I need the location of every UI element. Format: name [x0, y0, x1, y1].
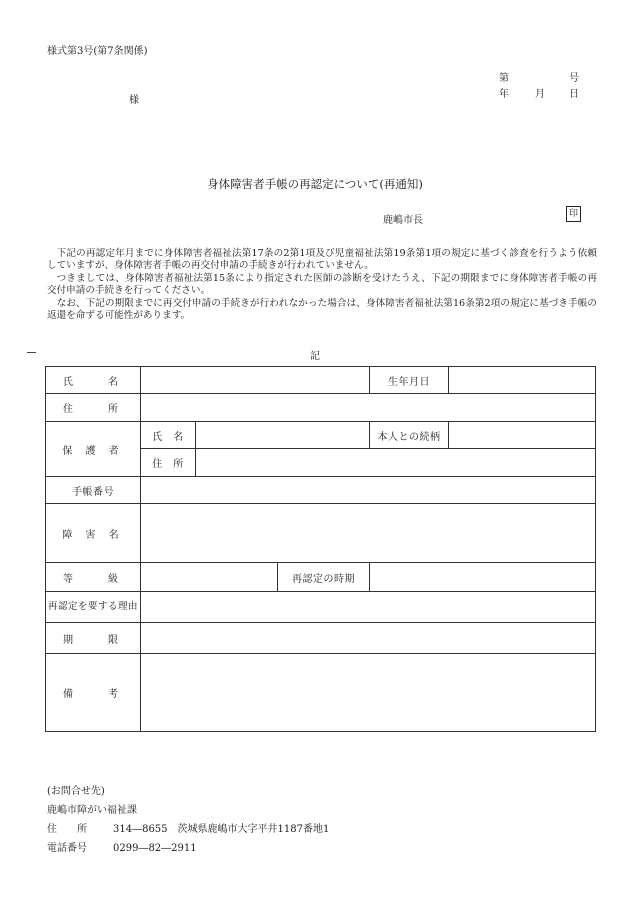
contact-phone-label: 電話番号	[47, 843, 87, 854]
disability-name-field[interactable]	[141, 504, 596, 563]
table-row	[46, 504, 596, 563]
date-month: 月	[535, 89, 545, 100]
name-field[interactable]	[141, 367, 370, 394]
doc-number-suffix: 号	[569, 73, 579, 84]
address-label: 住 所	[46, 394, 141, 422]
table-row	[46, 592, 596, 623]
ki-heading: 記	[310, 351, 320, 362]
contact-address-label: 住 所	[47, 824, 87, 835]
date-year: 年	[499, 89, 509, 100]
doc-number-prefix: 第	[499, 73, 509, 84]
notice-body	[47, 248, 597, 322]
disability-name-label: 障 害 名	[46, 504, 141, 563]
contact-department: 鹿嶋市障がい福祉課	[47, 805, 137, 816]
contact-heading: (お問合せ先)	[47, 786, 105, 797]
contact-address-row	[47, 820, 329, 839]
notebook-number-label: 手帳番号	[46, 477, 141, 504]
table-row	[46, 654, 596, 732]
grade-label: 等 級	[46, 563, 141, 592]
relationship-field[interactable]	[449, 422, 596, 449]
guardian-address-label: 住 所	[141, 449, 196, 477]
guardian-address-field[interactable]	[196, 449, 596, 477]
recert-timing-field[interactable]	[370, 563, 596, 592]
recert-reason-field[interactable]	[141, 592, 596, 623]
recert-timing-label: 再認定の時期	[278, 563, 370, 592]
contact-info	[47, 782, 329, 858]
contact-address-value: 314―8655 茨城県鹿嶋市大字平井1187番地1	[113, 824, 330, 835]
remarks-label: 備 考	[46, 654, 141, 732]
form-number: 様式第3号(第7条関係)	[47, 46, 148, 57]
document-number-block	[499, 69, 581, 101]
body-paragraph: つきましては、身体障害者福祉法第15条により指定された医師の診断を受けたうえ、下記の期限までに身体障害者手帳の再交付申請の手続きを行ってください。	[47, 272, 597, 297]
table-row	[46, 394, 596, 422]
date-day: 日	[569, 89, 579, 100]
deadline-field[interactable]	[141, 623, 596, 654]
recert-reason-label: 再認定を要する理由	[46, 592, 141, 623]
table-row	[46, 563, 596, 592]
table-row	[46, 477, 596, 504]
guardian-label: 保 護 者	[46, 422, 141, 477]
contact-phone-value: 0299―82―2911	[113, 843, 197, 854]
deadline-label: 期 限	[46, 623, 141, 654]
address-field[interactable]	[141, 394, 596, 422]
name-label: 氏 名	[46, 367, 141, 394]
remarks-field[interactable]	[141, 654, 596, 732]
table-row	[46, 367, 596, 394]
document-title: 身体障害者手帳の再認定について(再通知)	[207, 177, 423, 191]
recertification-form-table	[45, 366, 596, 732]
body-paragraph: なお、下記の期限までに再交付申請の手続きが行われなかった場合は、身体障害者福祉法第16条第2項の規定に基づき手帳の返還を命ずる可能性があります。	[47, 297, 597, 322]
table-row	[46, 623, 596, 654]
grade-field[interactable]	[141, 563, 278, 592]
guardian-name-field[interactable]	[196, 422, 370, 449]
relationship-label: 本人との続柄	[370, 422, 449, 449]
seal-mark: 印	[566, 206, 581, 222]
notebook-number-field[interactable]	[141, 477, 596, 504]
addressee: 様	[129, 95, 139, 106]
contact-phone-row	[47, 839, 329, 858]
issuer-name: 鹿嶋市長	[383, 215, 423, 226]
guardian-name-label: 氏 名	[141, 422, 196, 449]
table-row	[46, 422, 596, 449]
birthdate-label: 生年月日	[370, 367, 449, 394]
birthdate-field[interactable]	[449, 367, 596, 394]
body-paragraph: 下記の再認定年月までに身体障害者福祉法第17条の2第1項及び児童福祉法第19条第1項の規定に基づく診査を行うよう依頼していますが、身体障害者手帳の再交付申請の手続きが行われていません。	[47, 248, 597, 272]
